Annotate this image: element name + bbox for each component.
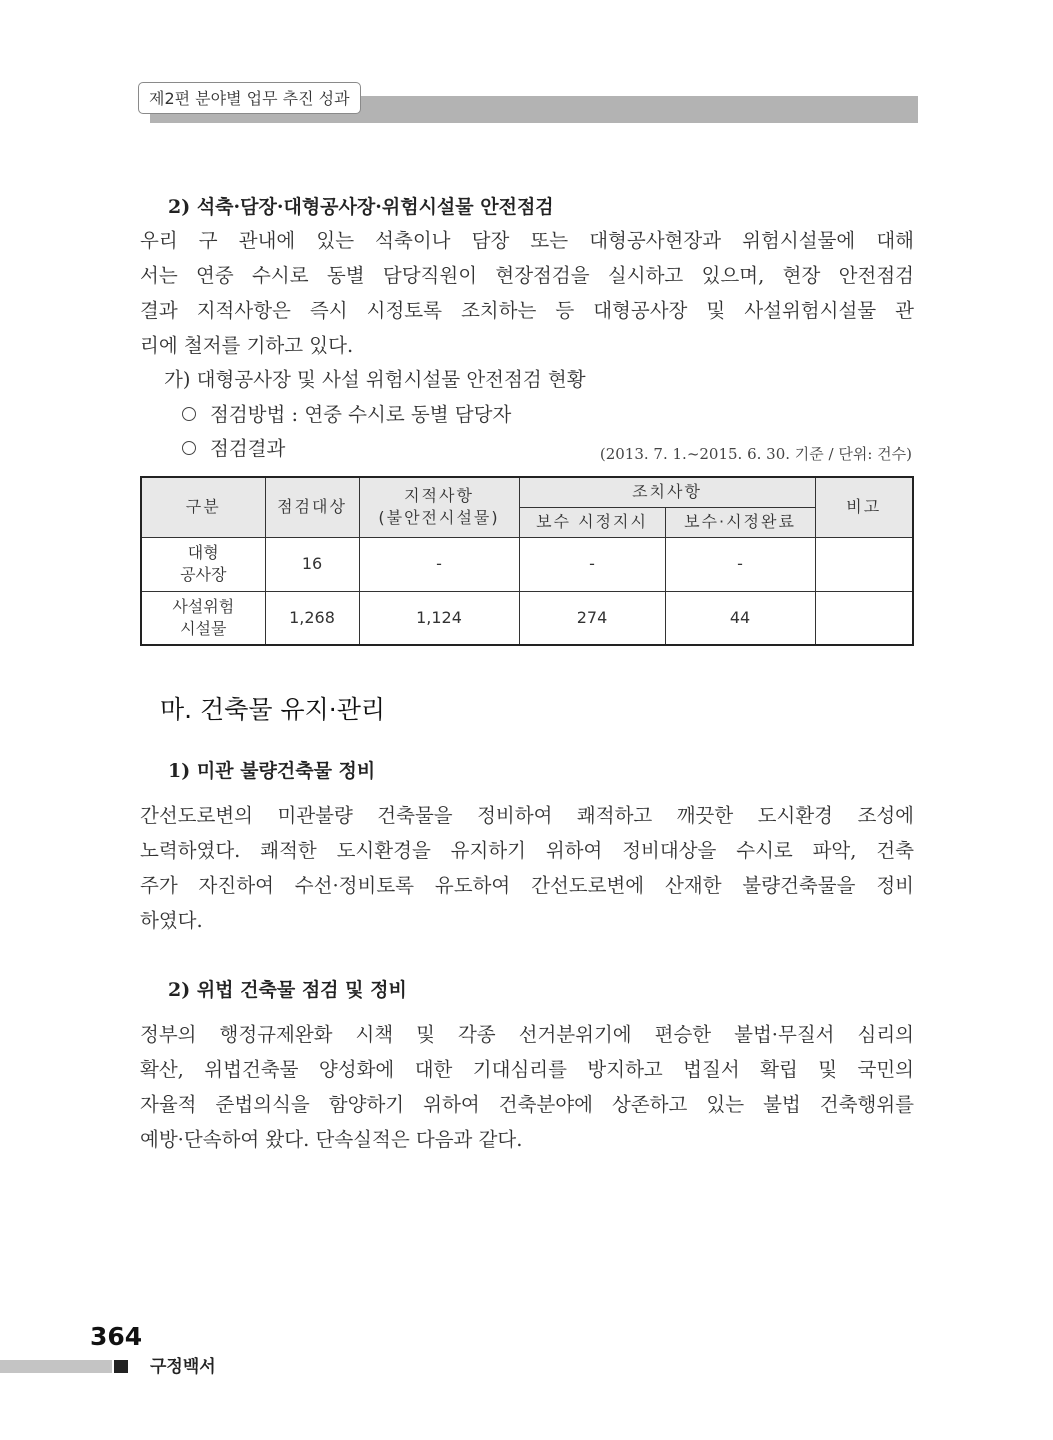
- header-remarks: 비고: [815, 477, 913, 537]
- text-line: 결과 지적사항은 즉시 시정토록 조치하는 등 대형공사장 및 사설위험시설물 관: [140, 299, 914, 322]
- circle-bullet-icon: [182, 407, 196, 421]
- text-line: 간선도로변의 미관불량 건축물을 정비하여 쾌적하고 깨끗한 도시환경 조성에: [140, 804, 914, 827]
- text-line: 예방·단속하여 왔다. 단속실적은 다음과 같다.: [140, 1128, 523, 1151]
- row-category-line2: 시설물: [180, 618, 227, 638]
- cell-remarks: [815, 591, 913, 645]
- cell-repair-done: -: [665, 537, 815, 591]
- header-repair-order: 보수 시정지시: [519, 507, 665, 537]
- paragraph-illegal-buildings: [140, 1017, 914, 1157]
- text-line: 리에 철저를 기하고 있다.: [140, 334, 354, 357]
- header-actions: 조치사항: [519, 477, 815, 507]
- cell-target: 1,268: [265, 591, 359, 645]
- cell-repair-order: -: [519, 537, 665, 591]
- section-tab: 제2편 분야별 업무 추진 성과: [138, 82, 361, 114]
- header-repair-done: 보수·시정완료: [665, 507, 815, 537]
- footer-book-title: 구정백서: [150, 1357, 216, 1377]
- text-line: 서는 연중 수시로 동별 담당직원이 현장점검을 실시하고 있으며, 현장 안전점검: [140, 264, 914, 287]
- subheading-status: 가) 대형공사장 및 사설 위험시설물 안전점검 현황: [164, 368, 586, 391]
- header-findings-line2: (불안전시설물): [378, 508, 500, 528]
- subsection-title-safety-inspection: 2) 석축·담장·대형공사장·위험시설물 안전점검: [168, 196, 554, 218]
- cell-repair-done: 44: [665, 591, 815, 645]
- cell-repair-order: 274: [519, 591, 665, 645]
- circle-bullet-icon: [182, 441, 196, 455]
- row-category: [141, 591, 265, 645]
- bullet-inspection-method: [182, 399, 511, 427]
- bullet-inspection-result: [182, 433, 285, 461]
- row-category: [141, 537, 265, 591]
- bullet-text: 점검방법 : 연중 수시로 동별 담당자: [210, 403, 512, 426]
- text-line: 노력하였다. 쾌적한 도시환경을 유지하기 위하여 정비대상을 수시로 파악, 건축: [140, 839, 914, 862]
- header-findings: [359, 477, 519, 537]
- row-category-line1: 대형: [187, 543, 219, 562]
- text-line: 우리 구 관내에 있는 석축이나 담장 또는 대형공사현장과 위험시설물에 대해: [140, 229, 914, 252]
- text-line: 자율적 준법의식을 함양하기 위하여 건축분야에 상존하고 있는 불법 건축행위를: [140, 1093, 914, 1116]
- row-category-line1: 사설위험: [172, 596, 235, 616]
- subsection-title-unsightly-buildings: 1) 미관 불량건축물 정비: [168, 760, 376, 782]
- footer-square: [114, 1360, 128, 1373]
- text-line: 확산, 위법건축물 양성화에 대한 기대심리를 방지하고 법질서 확립 및 국민의: [140, 1058, 914, 1081]
- text-line: 하였다.: [140, 909, 203, 932]
- footer-bar: [0, 1360, 112, 1373]
- inspection-table: [140, 476, 914, 646]
- text-line: 주가 자진하여 수선·정비토록 유도하여 간선도로변에 산재한 불량건축물을 정비: [140, 874, 914, 897]
- paragraph-safety-inspection: [140, 223, 914, 363]
- cell-findings: 1,124: [359, 591, 519, 645]
- text-line: 정부의 행정규제완화 시책 및 각종 선거분위기에 편승한 불법·무질서 심리의: [140, 1023, 914, 1046]
- row-category-line2: 공사장: [180, 565, 227, 584]
- cell-remarks: [815, 537, 913, 591]
- header-category: 구분: [141, 477, 265, 537]
- page-number: 364: [90, 1322, 143, 1351]
- subsection-title-illegal-buildings: 2) 위법 건축물 점검 및 정비: [168, 979, 407, 1001]
- table-row: [141, 537, 913, 591]
- section-title-building-maintenance: 마. 건축물 유지·관리: [160, 695, 385, 724]
- table-basis-note: (2013. 7. 1.~2015. 6. 30. 기준 / 단위: 건수): [599, 445, 912, 463]
- bullet-text: 점검결과: [210, 437, 286, 460]
- header-target: 점검대상: [265, 477, 359, 537]
- cell-findings: -: [359, 537, 519, 591]
- header-findings-line1: 지적사항: [404, 486, 474, 506]
- table-row: [141, 591, 913, 645]
- cell-target: 16: [265, 537, 359, 591]
- paragraph-unsightly-buildings: [140, 798, 914, 938]
